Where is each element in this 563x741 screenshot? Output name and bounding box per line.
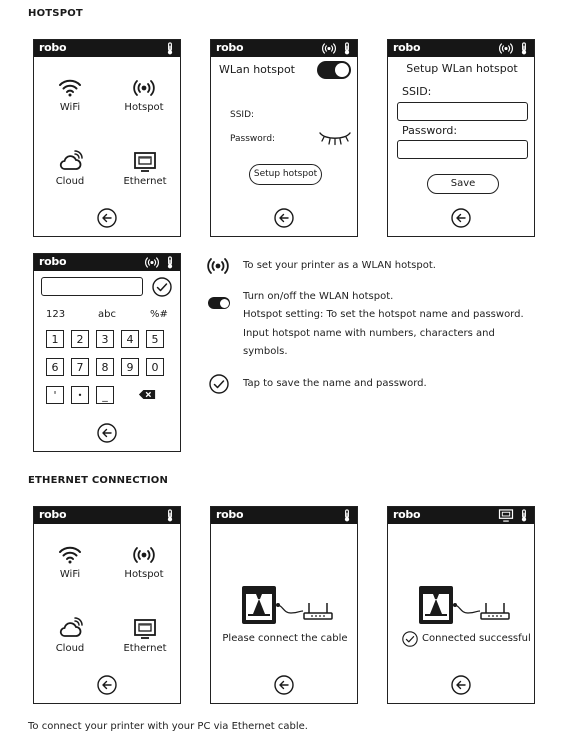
cloud-label[interactable]: Cloud bbox=[55, 643, 85, 654]
top-bar bbox=[388, 40, 534, 57]
menu-screen bbox=[33, 506, 181, 704]
legend-hotspot-text: To set your printer as a WLAN hotspot. bbox=[243, 260, 436, 271]
section-heading-hotspot: HOTSPOT bbox=[28, 8, 83, 19]
backspace-icon[interactable] bbox=[138, 389, 156, 400]
ethernet-icon[interactable] bbox=[134, 152, 156, 172]
password-input[interactable] bbox=[397, 140, 528, 159]
connect-cable-message: Please connect the cable bbox=[222, 633, 348, 644]
ssid-input[interactable] bbox=[397, 102, 528, 121]
hotspot-screen bbox=[210, 39, 358, 237]
hotspot-icon[interactable] bbox=[132, 78, 156, 98]
hotspot-label[interactable]: Hotspot bbox=[124, 569, 164, 580]
printer-icon bbox=[418, 585, 454, 625]
legend-toggle-line-3: Input hotspot name with numbers, characters and bbox=[243, 328, 495, 339]
back-icon[interactable] bbox=[274, 208, 294, 228]
ethernet-caption: To connect your printer with your PC via Ethernet cable. bbox=[28, 721, 308, 732]
setup-title: Setup WLan hotspot bbox=[406, 62, 518, 75]
ethernet-label[interactable]: Ethernet bbox=[123, 643, 167, 654]
setup-hotspot-button[interactable]: Setup hotspot bbox=[249, 164, 322, 185]
keyboard-screen bbox=[33, 253, 181, 452]
setup-hotspot-screen bbox=[387, 39, 535, 237]
cloud-icon[interactable] bbox=[58, 617, 84, 639]
top-bar bbox=[211, 40, 357, 57]
toggle-knob bbox=[335, 63, 349, 77]
legend-save-text: Tap to save the name and password. bbox=[243, 378, 427, 389]
mode-numbers[interactable]: 123 bbox=[46, 309, 66, 320]
robo-logo: robo bbox=[393, 41, 421, 54]
connect-cable-screen bbox=[210, 506, 358, 704]
hotspot-toggle[interactable] bbox=[317, 61, 351, 79]
key-2[interactable]: 2 bbox=[71, 330, 89, 348]
key-9[interactable]: 9 bbox=[121, 358, 139, 376]
robo-logo: robo bbox=[216, 508, 244, 521]
check-icon bbox=[209, 374, 229, 394]
menu-screen bbox=[33, 39, 181, 237]
wifi-label[interactable]: WiFi bbox=[59, 102, 81, 113]
ethernet-icon[interactable] bbox=[134, 619, 156, 639]
wifi-icon[interactable] bbox=[58, 78, 82, 98]
password-label: Password: bbox=[402, 124, 458, 137]
cloud-label[interactable]: Cloud bbox=[55, 176, 85, 187]
hotspot-title: WLan hotspot bbox=[219, 63, 295, 76]
thermometer-icon bbox=[343, 42, 351, 55]
key-dot[interactable]: • bbox=[71, 386, 89, 404]
back-icon[interactable] bbox=[97, 423, 117, 443]
legend-toggle-line-1: Turn on/off the WLAN hotspot. bbox=[243, 291, 394, 302]
key-0[interactable]: 0 bbox=[146, 358, 164, 376]
top-bar bbox=[211, 507, 357, 524]
hidden-password-eye-icon[interactable] bbox=[317, 130, 353, 146]
back-icon[interactable] bbox=[97, 208, 117, 228]
connected-screen bbox=[387, 506, 535, 704]
robo-logo: robo bbox=[216, 41, 244, 54]
printer-icon bbox=[241, 585, 277, 625]
key-4[interactable]: 4 bbox=[121, 330, 139, 348]
ssid-label: SSID: bbox=[402, 85, 432, 98]
robo-logo: robo bbox=[39, 255, 67, 268]
key-apostrophe[interactable]: ' bbox=[46, 386, 64, 404]
section-heading-ethernet: ETHERNET CONNECTION bbox=[28, 475, 169, 486]
back-icon[interactable] bbox=[274, 675, 294, 695]
wifi-label[interactable]: WiFi bbox=[59, 569, 81, 580]
thermometer-icon bbox=[520, 42, 528, 55]
toggle-icon-knob bbox=[220, 299, 229, 308]
key-6[interactable]: 6 bbox=[46, 358, 64, 376]
confirm-check-icon[interactable] bbox=[152, 277, 172, 297]
text-input[interactable] bbox=[41, 277, 143, 296]
wifi-icon[interactable] bbox=[58, 545, 82, 565]
back-icon[interactable] bbox=[451, 208, 471, 228]
key-1[interactable]: 1 bbox=[46, 330, 64, 348]
thermometer-icon bbox=[343, 509, 351, 522]
back-icon[interactable] bbox=[451, 675, 471, 695]
cable-icon bbox=[275, 601, 305, 615]
hotspot-icon[interactable] bbox=[132, 545, 156, 565]
top-bar bbox=[34, 254, 180, 271]
check-icon bbox=[402, 631, 418, 647]
key-5[interactable]: 5 bbox=[146, 330, 164, 348]
robo-logo: robo bbox=[39, 508, 67, 521]
legend-toggle-line-2: Hotspot setting: To set the hotspot name and password. bbox=[243, 309, 524, 320]
key-underscore[interactable]: _ bbox=[96, 386, 114, 404]
top-bar bbox=[388, 507, 534, 524]
key-3[interactable]: 3 bbox=[96, 330, 114, 348]
robo-logo: robo bbox=[39, 41, 67, 54]
hotspot-status-icon bbox=[498, 42, 514, 55]
cable-icon bbox=[452, 601, 482, 615]
connected-message: Connected successful bbox=[422, 633, 531, 644]
key-7[interactable]: 7 bbox=[71, 358, 89, 376]
legend-toggle-line-4: symbols. bbox=[243, 346, 288, 357]
mode-letters[interactable]: abc bbox=[98, 309, 116, 320]
thermometer-icon bbox=[166, 509, 174, 522]
top-bar bbox=[34, 40, 180, 57]
back-icon[interactable] bbox=[97, 675, 117, 695]
router-icon bbox=[480, 601, 510, 621]
thermometer-icon bbox=[166, 256, 174, 269]
hotspot-status-icon bbox=[144, 256, 160, 269]
thermometer-icon bbox=[520, 509, 528, 522]
hotspot-icon bbox=[206, 256, 230, 276]
mode-symbols[interactable]: %# bbox=[150, 309, 168, 320]
ethernet-status-icon bbox=[498, 509, 514, 522]
router-icon bbox=[303, 601, 333, 621]
top-bar bbox=[34, 507, 180, 524]
password-label: Password: bbox=[230, 134, 276, 144]
thermometer-icon bbox=[166, 42, 174, 55]
cloud-icon[interactable] bbox=[58, 150, 84, 172]
ethernet-label[interactable]: Ethernet bbox=[123, 176, 167, 187]
toggle-icon bbox=[208, 297, 230, 309]
save-button[interactable]: Save bbox=[427, 174, 499, 194]
key-8[interactable]: 8 bbox=[96, 358, 114, 376]
hotspot-status-icon bbox=[321, 42, 337, 55]
robo-logo: robo bbox=[393, 508, 421, 521]
ssid-label: SSID: bbox=[230, 110, 255, 120]
hotspot-label[interactable]: Hotspot bbox=[124, 102, 164, 113]
